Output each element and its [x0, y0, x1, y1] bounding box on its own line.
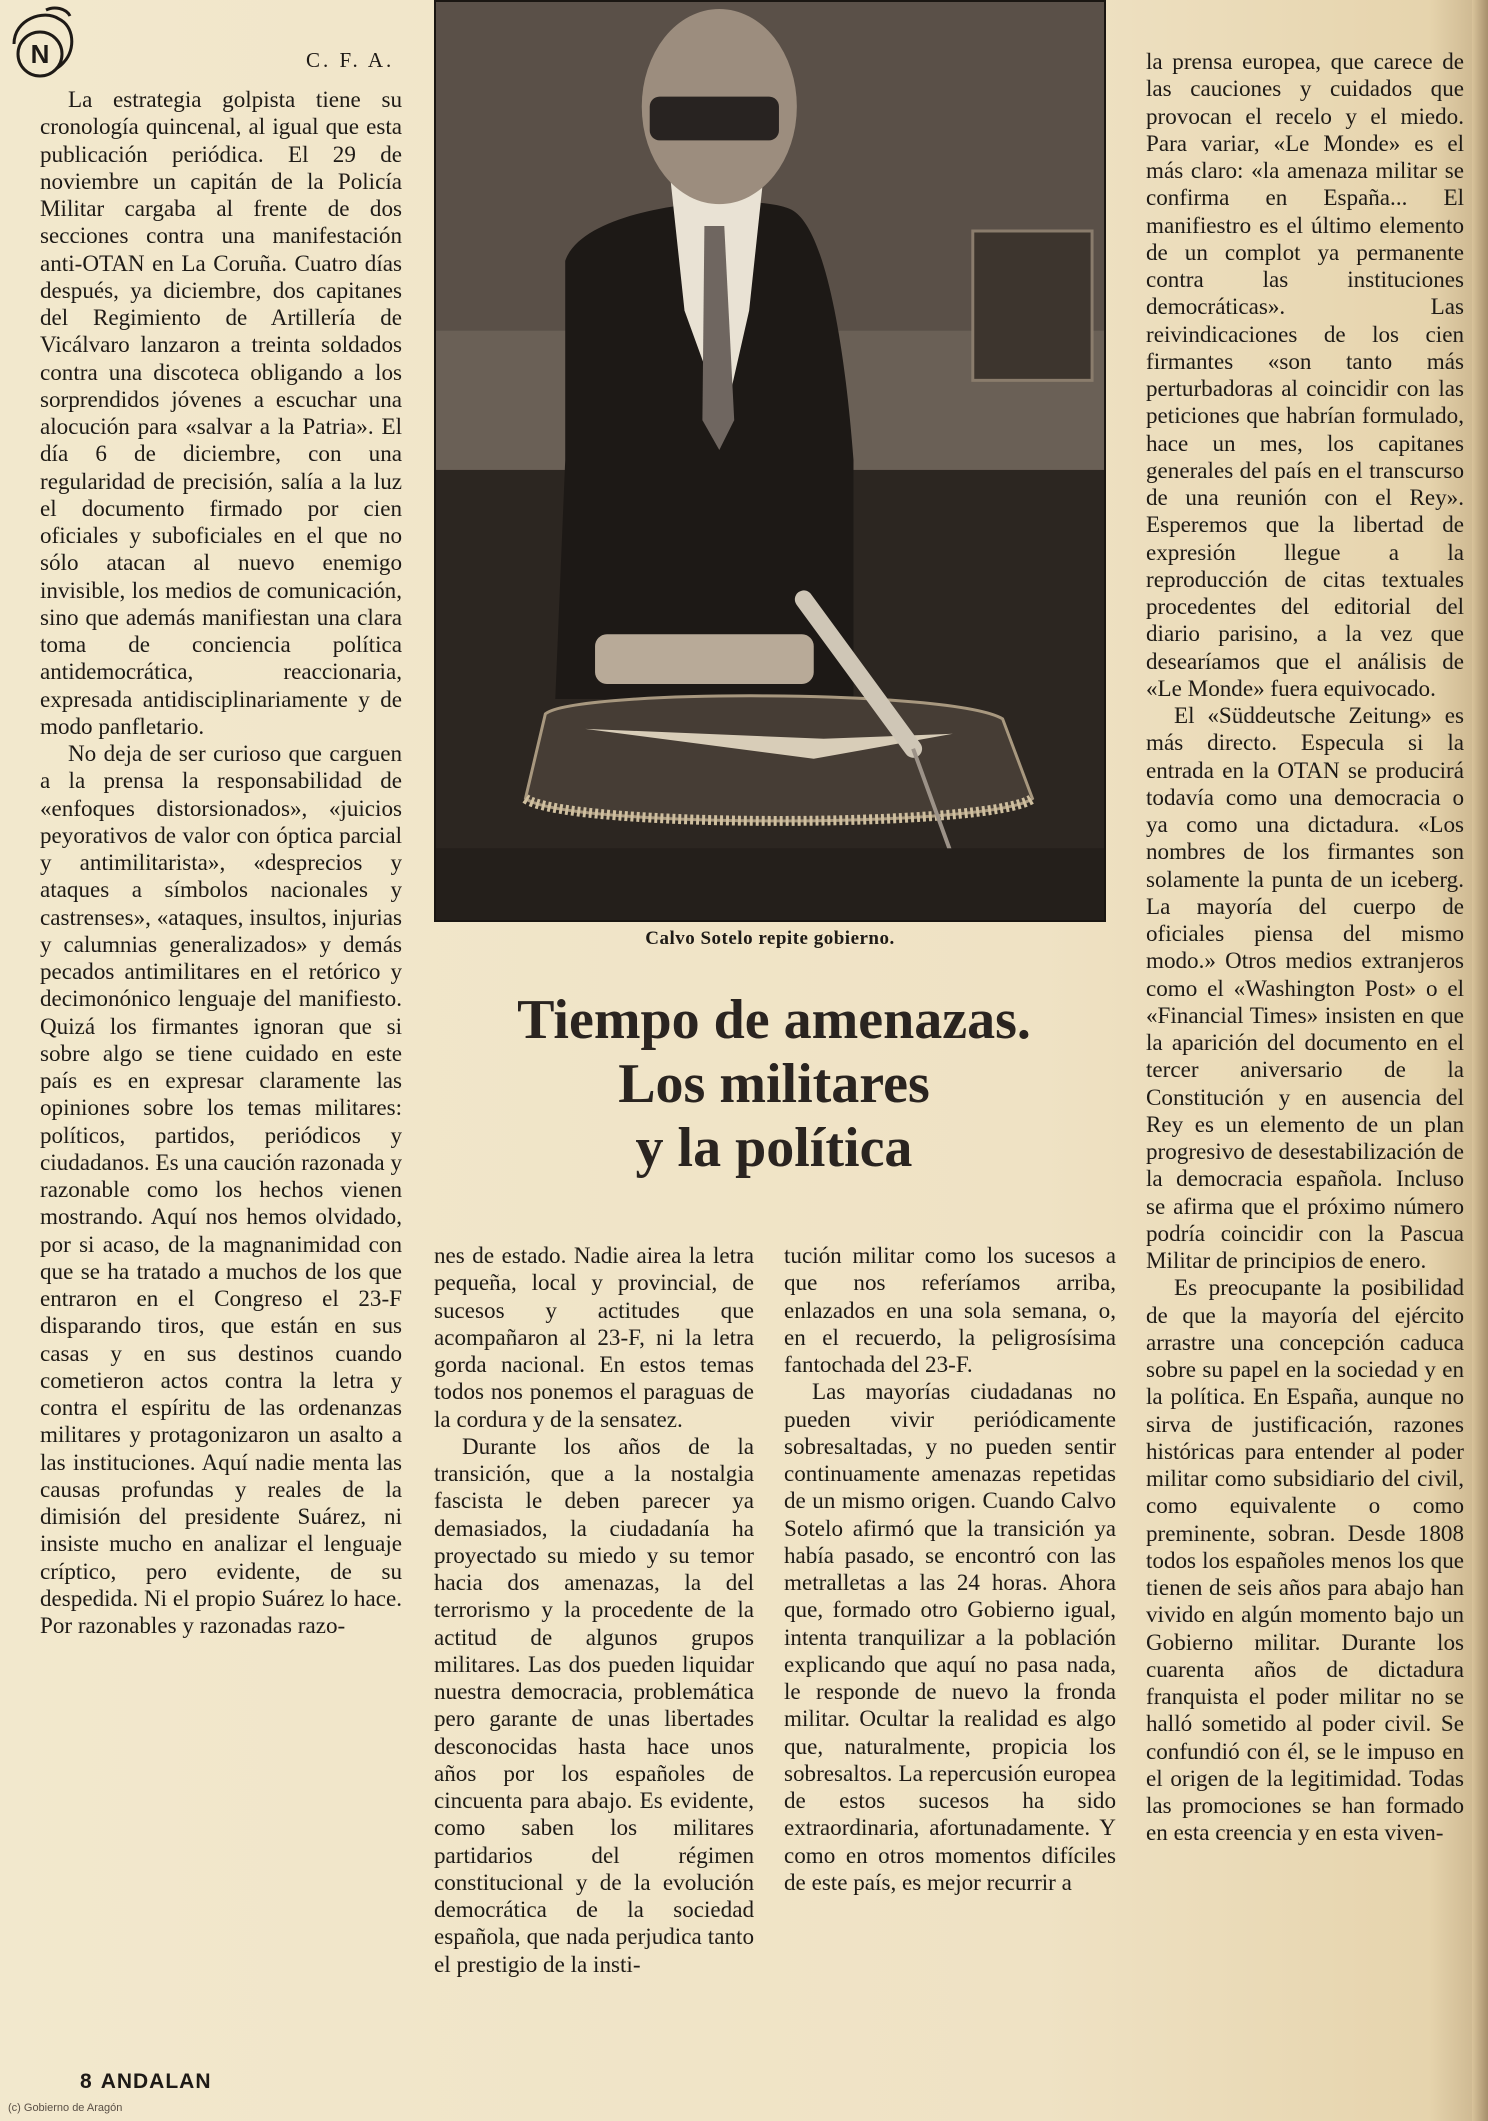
article-paragraph: nes de estado. Nadie airea la letra pequeña, local y provincial, de sucesos y actitudes que acompañaron al 23-F, ni la letra gorda nacional. En estos temas todos nos ponemos el paraguas de la cordura y de la sensatez.	[434, 1242, 754, 1432]
article-paragraph: la prensa europea, que carece de las cauciones y cuidados que provocan el recelo y el miedo. Para variar, «Le Monde» es el más claro: «la amenaza militar se confirma en España... El manifiestro es el último elemento de un complot ya permanente contra las instituciones democráticas». Las reivindicaciones de los cien firmantes «son tanto más perturbadoras al coincidir con las peticiones que habrían formulado, hace un mes, los capitanes generales del país en el transcurso de una reunión con el Rey». Esperemos que la libertad de expresión llegue a la reproducción de citas textuales procedentes del editorial del diario parisino, a la vez que desearíamos que el análisis de «Le Monde» fuera equivocado.	[1146, 48, 1464, 701]
article-column-4	[1146, 48, 1464, 1990]
photo-caption: Calvo Sotelo repite gobierno.	[645, 928, 895, 949]
article-column-2	[434, 1242, 754, 1990]
article-paragraph: El «Süddeutsche Zeitung» es más directo. Especula si la entrada en la OTAN se producirá todavía como una democracia o ya como una dictadura. «Los nombres de los firmantes son solamente la punta de un iceberg. La mayoría del cuerpo de oficiales piensa del mismo modo.» Otros medios extranjeros como el «Washington Post» o el «Financial Times» insisten en que la aparición del documento en el tercer aniversario de la Constitución y en ausencia del Rey es un elemento de un plan progresivo de desestabilización de la democracia española. Incluso se afirma que el próximo número podría coincidir con la Pascua Militar de principios de enero.	[1146, 702, 1464, 1273]
publication-name: ANDALAN	[100, 2070, 212, 2093]
page-edge-shadow	[1472, 0, 1488, 2121]
headline-line-3: y la política	[635, 1117, 913, 1179]
article-paragraph: tución militar como los sucesos a que nos referíamos arriba, enlazados en una sola semana, o, en el recuerdo, la peligrosísima fantochada del 23-F.	[784, 1242, 1116, 1377]
article-paragraph: Durante los años de la transición, que a la nostalgia fascista le deben parecer ya demasiados, la ciudadanía ha proyectado su miedo y su temor hacia dos amenazas, la del terrorismo y la procedente de la actitud de algunos grupos militares. Las dos pueden liquidar nuestra democracia, problemática pero garante de unas libertades desconocidas hasta hace unos años por los españoles de cincuenta para abajo. Es evidente, como saben los militares partidarios del régimen constitucional y de la evolución democrática de la sociedad española, que nada perjudica tanto el prestigio de la insti-	[434, 1432, 754, 1977]
copyright-notice: (c) Gobierno de Aragón	[8, 2102, 123, 2114]
article-paragraph: No deja de ser curioso que carguen a la prensa la responsabilidad de «enfoques distorsionados», «juicios peyorativos de valor con óptica parcial y antimilitarista», «desprecios y ataques a símbolos nacionales y castrenses», «ataques, insultos, injurias y calumnias generalizados» y demás pecados antimilitares en el retórico y decimonónico lenguaje del manifiesto. Quizá los firmantes ignoran que si sobre algo se tiene cuidado en este país es en expresar claramente las opiniones sobre los temas militares: políticos, partidos, periódicos y ciudadanos. Es una caución razonada y razonable como los hechos vienen mostrando. Aquí nos hemos olvidado, por si acaso, de la magnanimidad con que se ha tratado a muchos de los que entraron en el Congreso el 23-F disparando tiros, que están en sus casas y en sus destinos cuando cometieron actos contra la letra y contra el espíritu de las ordenanzas militares y protagonizaron un asalto a las instituciones. Aquí nadie menta las causas profundas y reales de la dimisión del presidente Suárez, ni insiste mucho en analizar el lenguaje críptico, pero evidente, de su despedida. Ni el propio Suárez lo hace. Por razonables y razonadas razo-	[40, 740, 402, 1638]
article-column-1	[40, 86, 402, 1990]
article-paragraph: Es preocupante la posibilidad de que la mayoría del ejército arrastre una concepción caduca sobre su papel en la sociedad y en la política. En España, aunque no sirva de justificación, razones históricas para entender al poder militar como subsidiario del civil, como equivalente o como preminente, sobran. Desde 1808 todos los españoles menos los que tienen de seis años para abajo han vivido en algún momento bajo un Gobierno militar. Durante los cuarenta años de dictadura franquista el poder militar no se halló sometido al poder civil. Se confundió con él, se le impuso en el origen de la legitimidad. Todas las promociones se han formado en esta creencia y en esta viven-	[1146, 1274, 1464, 1846]
headline	[440, 988, 1108, 1180]
page-footer	[80, 2070, 212, 2094]
byline: C. F. A.	[306, 48, 395, 72]
headline-line-2: Los militares	[618, 1053, 930, 1115]
page-number: 8	[80, 2070, 93, 2093]
article-column-3	[784, 1242, 1116, 1990]
logo-letter: N	[30, 39, 50, 69]
headline-line-1: Tiempo de amenazas.	[517, 989, 1031, 1051]
photo-calvo-sotelo	[434, 0, 1106, 922]
article-paragraph: La estrategia golpista tiene su cronología quincenal, al igual que esta publicación periódica. El 29 de noviembre un capitán de la Policía Militar cargaba al frente de dos secciones contra una manifestación anti-OTAN en La Coruña. Cuatro días después, ya diciembre, dos capitanes del Regimiento de Artillería de Vicálvaro lanzaron a treinta soldados contra una discoteca obligando a los sorprendidos jóvenes a escuchar una alocución para «salvar a la Patria». El día 6 de diciembre, con una regularidad de precisión, salía a la luz el documento firmado por cien oficiales y suboficiales en el que no sólo atacan al nuevo enemigo invisible, los medios de comunicación, sino que además manifiestan una clara toma de conciencia política antidemocrática, reaccionaria, expresada antidisciplinariamente y de modo panfletario.	[40, 86, 402, 739]
article-paragraph: Las mayorías ciudadanas no pueden vivir periódicamente sobresaltadas, y no pueden sentir continuamente amenazas repetidas de un mismo origen. Cuando Calvo Sotelo afirmó que la transición ya había pasado, se encontró con las metralletas a las 24 horas. Ahora que, formado otro Gobierno igual, intenta tranquilizar a la población explicando que aquí no pasa nada, le responde de nuevo la fronda militar. Ocultar la realidad es algo que, naturalmente, propicia los sobresaltos. La repercusión europea de estos sucesos ha sido extraordinaria, afortunadamente. Y como en otros momentos difíciles de este país, es mejor recurrir a	[784, 1378, 1116, 1895]
section-logo-icon	[4, 4, 88, 88]
